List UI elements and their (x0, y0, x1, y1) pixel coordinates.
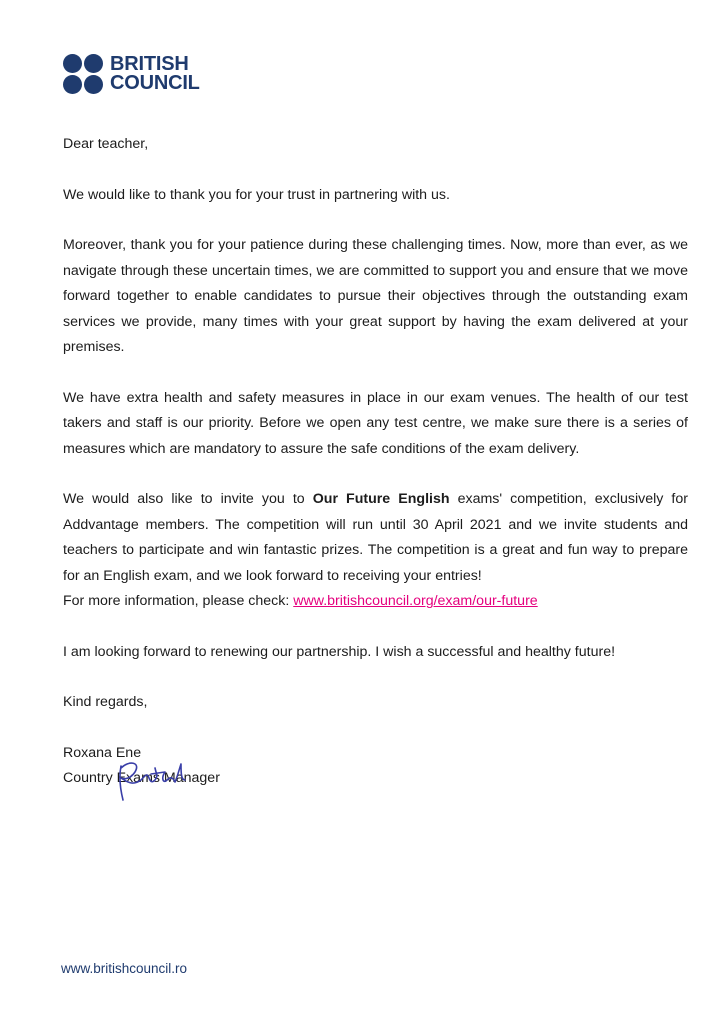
closing: Kind regards, (63, 694, 148, 710)
more-info-line (63, 589, 688, 615)
competition-link[interactable]: www.britishcouncil.org/exam/our-future (293, 593, 538, 609)
paragraph-thanks: We would like to thank you for your trust in partnering with us. (63, 186, 450, 203)
four-dots-logo-icon (63, 53, 103, 95)
paragraph-safety: We have extra health and safety measures in place in our exam venues. The health of our test takers and staff is our priority. Before we open any test centre, we make sure there is a series of measures which are mandatory to assure the safe conditions of the exam delivery. (63, 389, 688, 457)
competition-name: Our Future English (312, 491, 450, 507)
competition-intro: We would also like to invite you to (63, 491, 313, 507)
logo-line-1: BRITISH (110, 53, 189, 75)
paragraph-competition (63, 487, 688, 589)
logo-dot (84, 75, 103, 94)
greeting: Dear teacher, (63, 136, 149, 152)
signer-title: Country Exams Manager (63, 770, 220, 786)
logo-dot (63, 75, 82, 94)
signer-name: Roxana Ene (63, 744, 142, 761)
british-council-logo (63, 51, 200, 97)
competition-details: exams' competition, exclusively for Addvantage members. The competition will run until 30 April 2021 and we invite students and teachers to participate and win fantastic prizes. The competition is a great and fun way to prepare for an English exam, and we look forward to receiving your entries! (63, 491, 688, 584)
logo-wordmark (110, 55, 200, 93)
logo-dot (63, 54, 82, 73)
paragraph-partnership: I am looking forward to renewing our partnership. I wish a successful and healthy future! (63, 643, 616, 660)
footer-website[interactable]: www.britishcouncil.ro (61, 961, 188, 976)
handwritten-signature (111, 756, 193, 804)
letter-body (63, 132, 688, 792)
paragraph-patience: Moreover, thank you for your patience during these challenging times. Now, more than ever, as we navigate through these uncertain times, we are committed to support you and ensure that we move forward together to enable candidates to pursue their objectives through the outstanding exam services we provide, many times with your great support by having the exam delivered at your premises. (63, 237, 688, 355)
logo-dot (84, 54, 103, 73)
logo-line-2: COUNCIL (110, 72, 200, 94)
more-info-label: For more information, please check: (63, 593, 294, 609)
